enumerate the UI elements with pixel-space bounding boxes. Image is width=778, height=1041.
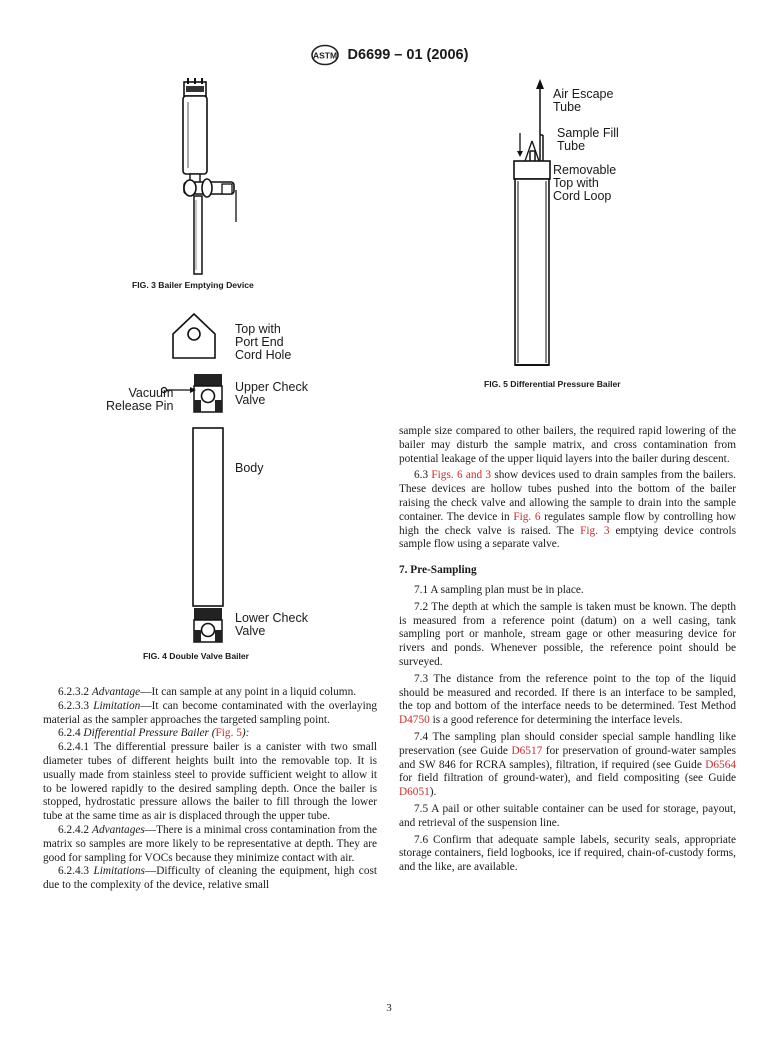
figs-6-and-3-link[interactable]: Figs. 6 and 3 <box>431 469 492 482</box>
fig3-caption: FIG. 3 Bailer Emptying Device <box>132 280 254 290</box>
fig4-label-body: Body <box>235 461 264 475</box>
page-header <box>0 44 778 66</box>
para-continued: sample size compared to other bailers, the required rapid lowering of the bailer may disturb the sample matrix, and cross contamination from potential leakage of the upper liquid layers into the bailer during descent. <box>399 425 736 465</box>
para-7-1: 7.1 A sampling plan must be in place. <box>414 583 584 596</box>
para-6-2-4-1: 6.2.4.1 The differential pressure bailer is a canister with two small diameter tubes of different heights built into the removable top. It is usually made from stainless steel to provide sufficient weight to allow it to be lowered rapidly to the desired sampling depth. Once the bailer is stopped, hydrostatic pressure allows the bailer to fill through the lower tube at the same time as air is displaced through the upper tube. <box>43 741 377 823</box>
para-6-2-4: 6.2.4 Differential Pressure Bailer (Fig. 5): <box>58 727 250 740</box>
fig4-label-top-cord-hole: Top with Port End Cord Hole <box>235 322 292 362</box>
para-7-6: 7.6 Confirm that adequate sample labels, security seals, appropriate storage containers, field logbooks, ice if required, chain-of-custody forms, and the like, are available. <box>399 833 736 874</box>
fig5-label-air-escape-tube: Air Escape Tube <box>553 87 614 114</box>
fig4-caption: FIG. 4 Double Valve Bailer <box>143 651 250 661</box>
d6517-link[interactable]: D6517 <box>511 744 543 757</box>
para-6-2-3-3: 6.2.3.3 Limitation—It can become contaminated with the overlaying material as the sampler approaches the targeted sampling point. <box>43 699 378 726</box>
astm-logo-icon <box>310 44 340 66</box>
section-7-heading: 7. Pre-Sampling <box>399 564 477 577</box>
fig3-bailer-emptying-device-drawing <box>170 78 250 278</box>
fig5-differential-pressure-bailer-drawing <box>505 75 565 375</box>
para-7-3: 7.3 The distance from the reference point to the top of the liquid should be measured and recorded. If there is an interface to be sampled, the top and bottom of the interface needs to be determined. Test Method D4750 is a good reference for determining the interface levels. <box>399 672 736 727</box>
fig3-link[interactable]: Fig. 3 <box>580 524 610 537</box>
right-text-column <box>399 425 736 875</box>
d4750-link[interactable]: D4750 <box>399 714 430 727</box>
fig4-label-lower-check-valve: Lower Check Valve <box>235 611 308 638</box>
fig4-label-vacuum-release-pin: Vacuum Release Pin <box>106 386 174 413</box>
para-6-2-4-2: 6.2.4.2 Advantages—There is a minimal cross contamination from the matrix so samples are more likely to be representative at depth. They are good for sampling for VOCs because they minimize contact with air. <box>43 823 378 864</box>
d6564-link[interactable]: D6564 <box>705 758 736 771</box>
fig4-double-valve-bailer-drawing <box>150 308 240 653</box>
fig5-caption: FIG. 5 Differential Pressure Bailer <box>484 379 621 389</box>
d6051-link[interactable]: D6051 <box>399 786 430 799</box>
para-7-4: 7.4 The sampling plan should consider special sample handling like preservation (see Guide D6517 for preservation of ground-water samples and SW 846 for RCRA samples), filtration, if required (see Guide D6564 for field filtration of ground-water), and field compositing (see Guide D6051). <box>399 730 736 799</box>
para-6-2-4-3: 6.2.4.3 Limitations—Difficulty of cleaning the equipment, high cost due to the complexity of the device, relative small <box>43 865 378 892</box>
left-text-column <box>43 686 377 893</box>
fig5-label-sample-fill-tube: Sample Fill Tube <box>557 126 619 153</box>
document-id: D6699 – 01 (2006) <box>347 47 469 63</box>
fig6-link[interactable]: Fig. 6 <box>513 510 541 523</box>
fig5-link[interactable]: Fig. 5 <box>215 727 242 740</box>
para-7-2: 7.2 The depth at which the sample is taken must be known. The depth is measured from a reference point (datum) on a well casing, tank sampling port or manhole, stream gage or other measuring device for rivers and ponds. Whenever possible, the reference point should be surveyed. <box>399 600 736 668</box>
fig4-label-upper-check-valve: Upper Check Valve <box>235 380 308 407</box>
fig5-label-removable-top: Removable Top with Cord Loop <box>553 163 617 203</box>
svg-text:ASTM: ASTM <box>312 50 337 61</box>
page-number: 3 <box>386 1002 392 1014</box>
para-6-3: 6.3 Figs. 6 and 3 show devices used to drain samples from the bailers. These devices are hollow tubes pushed into the bottom of the bailer raising the check valve and allowing the sample to drain into the sample container. The device in Fig. 6 regulates sample flow by controlling how high the check valve is raised. The Fig. 3 emptying device controls sample flow using a separate valve. <box>399 469 736 551</box>
para-7-5: 7.5 A pail or other suitable container can be used for storage, payout, and retrieval of the suspension line. <box>399 802 736 829</box>
para-6-2-3-2: 6.2.3.2 Advantage—It can sample at any point in a liquid column. <box>58 686 357 698</box>
